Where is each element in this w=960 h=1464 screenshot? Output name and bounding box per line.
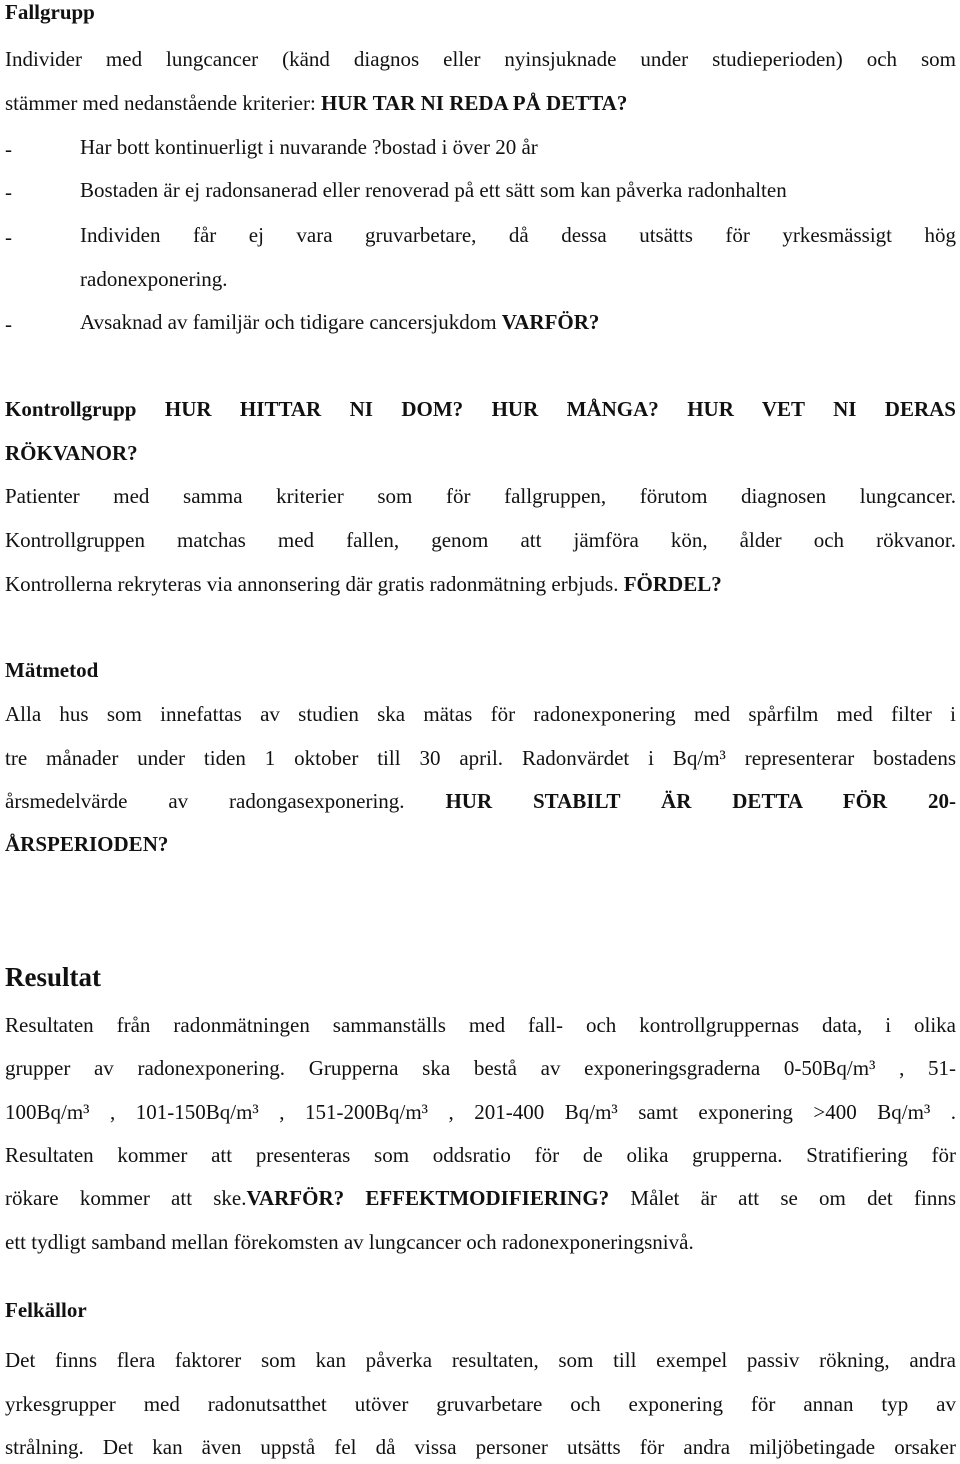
- criteria-item-4: [80, 312, 599, 333]
- felkallor-line-2: yrkesgrupper med radonutsatthet utöver gruvarbetare och exponering för annan typ av: [5, 1392, 956, 1416]
- matmetod-line-3-text: årsmedelvärde av radongasexponering.: [5, 789, 446, 813]
- fallgrupp-paragraph-text: stämmer med nedanstående kriterier:: [5, 91, 322, 115]
- criteria-item-4-question: VARFÖR?: [501, 310, 600, 334]
- matmetod-question: HUR STABILT ÄR DETTA FÖR 20-: [445, 789, 956, 813]
- fallgrupp-paragraph-line-1: Individer med lungcancer (känd diagnos eller nyinsjuknade under studieperioden) och som: [5, 47, 956, 71]
- kontrollgrupp-heading-line-2: RÖKVANOR?: [5, 441, 138, 465]
- resultat-question: VARFÖR? EFFEKTMODIFIERING?: [246, 1186, 610, 1210]
- resultat-line-5-end: Målet är att se om det finns: [609, 1186, 956, 1210]
- kontrollgrupp-line-1: Patienter med samma kriterier som för fallgruppen, förutom diagnosen lungcancer.: [5, 484, 956, 508]
- kontrollgrupp-line-3: [5, 574, 956, 595]
- fallgrupp-paragraph-line-2: [5, 93, 956, 114]
- kontrollgrupp-line-3-text: Kontrollerna rekryteras via annonsering där gratis radonmätning erbjuds.: [5, 572, 624, 596]
- resultat-line-5: [5, 1188, 956, 1209]
- criteria-item-1: Har bott kontinuerligt i nuvarande ?bostad i över 20 år: [80, 135, 538, 159]
- felkallor-heading: Felkällor: [5, 1298, 87, 1322]
- list-bullet: -: [5, 225, 12, 249]
- resultat-line-6: ett tydligt samband mellan förekomsten av lungcancer och radonexponeringsnivå.: [5, 1230, 694, 1254]
- felkallor-line-1: Det finns flera faktorer som kan påverka resultaten, som till exempel passiv rökning, andra: [5, 1348, 956, 1372]
- list-bullet: -: [5, 180, 12, 204]
- kontrollgrupp-heading-line-1: Kontrollgrupp HUR HITTAR NI DOM? HUR MÅNGA? HUR VET NI DERAS: [5, 397, 956, 421]
- matmetod-line-2: tre månader under tiden 1 oktober till 30 april. Radonvärdet i Bq/m³ representerar bostadens: [5, 746, 956, 770]
- matmetod-line-1: Alla hus som innefattas av studien ska mätas för radonexponering med spårfilm med filter i: [5, 702, 956, 726]
- resultat-line-3: 100Bq/m³ , 101-150Bq/m³ , 151-200Bq/m³ , 201-400 Bq/m³ samt exponering >400 Bq/m³ .: [5, 1100, 956, 1124]
- resultat-line-5-text: rökare kommer att ske.: [5, 1186, 247, 1210]
- resultat-line-2: grupper av radonexponering. Grupperna ska bestå av exponeringsgraderna 0-50Bq/m³ , 51-: [5, 1056, 956, 1080]
- felkallor-line-3: strålning. Det kan även uppstå fel då vissa personer utsätts för andra miljöbetingade orsaker: [5, 1435, 956, 1459]
- kontrollgrupp-line-2: Kontrollgruppen matchas med fallen, genom att jämföra kön, ålder och rökvanor.: [5, 528, 956, 552]
- kontrollgrupp-question: FÖRDEL?: [623, 572, 722, 596]
- fallgrupp-question: HUR TAR NI REDA PÅ DETTA?: [321, 91, 628, 115]
- matmetod-line-3: [5, 791, 956, 812]
- list-bullet: -: [5, 137, 12, 161]
- criteria-item-4-text: Avsaknad av familjär och tidigare cancersjukdom: [80, 310, 502, 334]
- matmetod-heading: Mätmetod: [5, 658, 99, 682]
- matmetod-line-4: ÅRSPERIODEN?: [5, 832, 169, 856]
- criteria-item-3-line-2: radonexponering.: [80, 267, 228, 291]
- list-bullet: -: [5, 312, 12, 336]
- fallgrupp-heading: Fallgrupp: [5, 0, 95, 24]
- criteria-item-3-line-1: Individen får ej vara gruvarbetare, då dessa utsätts för yrkesmässigt hög: [80, 223, 956, 247]
- resultat-heading: Resultat: [5, 962, 101, 992]
- criteria-item-2: Bostaden är ej radonsanerad eller renoverad på ett sätt som kan påverka radonhalten: [80, 178, 787, 202]
- resultat-line-1: Resultaten från radonmätningen sammanställs med fall- och kontrollgruppernas data, i olika: [5, 1013, 956, 1037]
- resultat-line-4: Resultaten kommer att presenteras som oddsratio för de olika grupperna. Stratifiering för: [5, 1143, 956, 1167]
